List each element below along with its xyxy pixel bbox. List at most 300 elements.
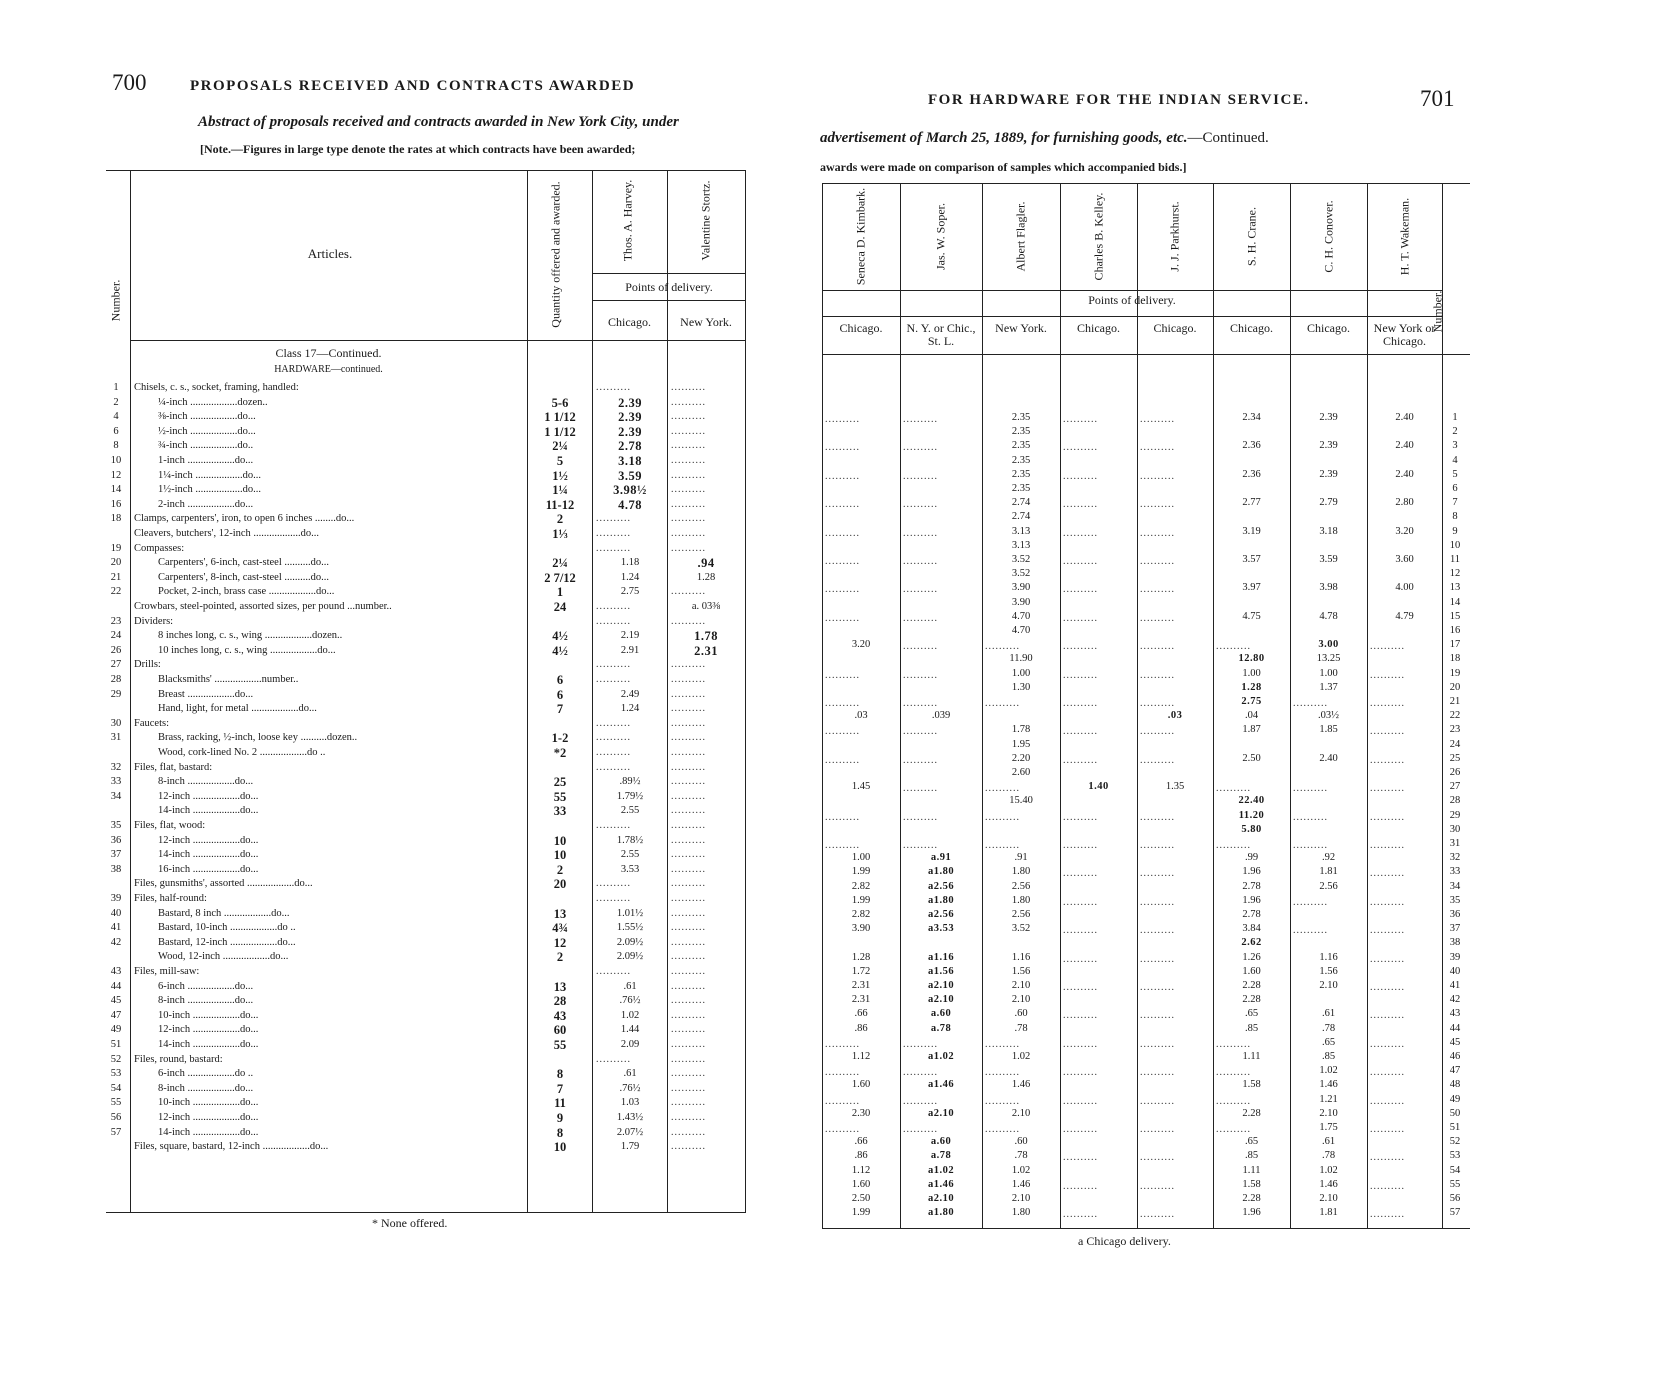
empty-bid: .......... [671, 805, 706, 817]
empty-bid: .......... [596, 1053, 631, 1065]
bid-cell: 3.20 [1395, 525, 1414, 537]
table-bottom-rule [106, 1212, 746, 1213]
subtitle [820, 130, 1269, 147]
empty-bid: .......... [1063, 612, 1098, 624]
article-name: Files, half-round: [134, 893, 207, 904]
row-number: 28 [110, 674, 122, 685]
empty-bid: .......... [671, 396, 706, 408]
empty-bid: .......... [1370, 1152, 1405, 1164]
empty-bid: .......... [903, 414, 938, 425]
row-number: 18 [110, 513, 122, 525]
bid-cell: 2.74 [1011, 511, 1031, 523]
row-number: 55 [110, 1097, 122, 1109]
empty-bid: .......... [1140, 442, 1175, 454]
bid-cell: .60 [1014, 1136, 1028, 1148]
row-number: 27 [110, 659, 122, 671]
empty-bid: .......... [1293, 698, 1328, 709]
bid-cell: 1.78 [1011, 724, 1031, 736]
quantity: 24 [553, 600, 567, 614]
row-number: 29 [110, 688, 122, 700]
bid-cell: 3.18 [1319, 525, 1338, 537]
bid-cell: .78 [1321, 1150, 1336, 1162]
quantity-column-header: Quantity offered and awarded. [548, 181, 563, 328]
bid-cell: 1.00 [1242, 667, 1261, 679]
row-number: 17 [1449, 639, 1461, 651]
bid-cell: 1.11 [1242, 1051, 1261, 1062]
bid-cell: .66 [854, 1136, 868, 1148]
quantity: 7 [556, 1081, 564, 1096]
bid-cell: 2.31 [851, 994, 871, 1006]
row-number: 57 [1449, 1207, 1461, 1219]
empty-bid: .......... [903, 499, 938, 511]
bid-cell: 15.40 [1009, 795, 1033, 807]
article-name: Files, square, bastard, 12-inch ..................do... [134, 1141, 329, 1153]
bid-cell: 2.62 [1241, 937, 1262, 949]
row-number: 46 [1449, 1051, 1461, 1062]
bid-cell: 2.39 [1319, 468, 1338, 480]
article-name: 1¼-inch ..................do... [158, 469, 261, 481]
col-rule [900, 183, 901, 1228]
row-number: 31 [1449, 838, 1461, 849]
bid-cell: 2.28 [1242, 1107, 1261, 1119]
empty-bid: .......... [1370, 1180, 1405, 1192]
empty-bid: .......... [1370, 868, 1405, 880]
empty-bid: .......... [985, 1038, 1020, 1050]
empty-bid: .......... [1216, 1124, 1251, 1135]
empty-bid: .......... [1370, 1010, 1405, 1022]
note: awards were made on comparison of samples which accompanied bids.] [820, 160, 1187, 174]
empty-bid: .......... [825, 840, 860, 851]
empty-bid: .......... [1216, 783, 1251, 795]
bid-cell: a1.56 [927, 965, 955, 977]
bid-cell: a2.10 [927, 980, 955, 991]
article-name: Chisels, c. s., socket, framing, handled: [134, 382, 299, 393]
empty-bid: .......... [1063, 527, 1098, 539]
bid-cell: 2.40 [1395, 440, 1414, 452]
empty-bid: .......... [1063, 726, 1098, 738]
row-number: 34 [1449, 880, 1461, 892]
empty-bid: .......... [825, 556, 860, 567]
empty-bid: .......... [596, 542, 631, 554]
bid-cell: .61 [1321, 1136, 1336, 1148]
bid-cell: 2.35 [1011, 440, 1031, 452]
empty-bid: .......... [825, 527, 860, 539]
bid-cell: a3.53 [927, 923, 955, 935]
bid-cell: 2.35 [1011, 426, 1031, 438]
empty-bid: .......... [596, 601, 631, 612]
row-number: 9 [1452, 525, 1458, 537]
quantity: 5 [556, 454, 564, 468]
empty-bid: .......... [1140, 641, 1175, 653]
bid-cell: 2.35 [1011, 483, 1031, 494]
bid-cell: 2.35 [1011, 468, 1031, 480]
bidder-name: Charles B. Kelley. [1091, 192, 1105, 281]
empty-bid: .......... [1063, 414, 1098, 425]
col-rule [130, 170, 131, 1212]
empty-bid: .......... [671, 542, 706, 554]
empty-bid: .......... [1140, 584, 1175, 596]
row-number: 52 [110, 1053, 122, 1065]
bid-cell: 3.59 [1319, 554, 1338, 565]
empty-bid: .......... [903, 783, 938, 795]
bid-cell: 1.72 [851, 965, 871, 977]
empty-bid: .......... [1140, 868, 1175, 880]
empty-bid: .......... [671, 1097, 706, 1109]
bid-cell: .85 [1244, 1150, 1259, 1162]
row-number: 7 [1452, 497, 1458, 509]
col-rule [745, 170, 746, 1212]
empty-bid: .......... [1063, 811, 1098, 823]
bid-cell: 2.10 [1011, 1193, 1031, 1204]
empty-bid: .......... [1370, 1095, 1405, 1107]
delivery-point: N. Y. or Chic., St. L. [906, 321, 976, 348]
article-name: 12-inch ..................do... [158, 790, 259, 802]
row-number: 1 [1452, 412, 1458, 423]
empty-bid: .......... [596, 513, 631, 525]
bid-cell: 2.36 [1242, 468, 1261, 480]
bid-cell: 2.35 [1011, 412, 1031, 423]
bid-cell: .03 [1167, 710, 1183, 722]
row-number: 4 [1452, 454, 1458, 466]
class-heading: Class 17—Continued. [275, 346, 382, 360]
article-name: Files, flat, wood: [134, 820, 206, 831]
bid-harvey: 1.55½ [616, 922, 644, 934]
article-name: Drills: [134, 659, 161, 671]
quantity: 1 [556, 585, 564, 600]
empty-bid: .......... [1063, 1067, 1098, 1079]
quantity: 13 [553, 906, 567, 921]
quantity: 9 [556, 1111, 564, 1125]
empty-bid: .......... [671, 1126, 706, 1138]
bid-cell: 1.60 [851, 1178, 871, 1190]
quantity: 2 7/12 [544, 570, 576, 585]
quantity: 1¼ [552, 483, 568, 498]
row-number: 19 [1449, 667, 1461, 679]
empty-bid: .......... [825, 414, 860, 425]
empty-bid: .......... [671, 1053, 706, 1065]
empty-bid: .......... [1370, 840, 1405, 851]
bid-cell: 2.35 [1011, 454, 1031, 466]
empty-bid: .......... [1063, 1095, 1098, 1107]
bid-cell: 13.25 [1316, 653, 1341, 665]
empty-bid: .......... [903, 527, 938, 539]
bid-harvey: 2.91 [620, 644, 640, 656]
bid-cell: 4.00 [1395, 582, 1414, 594]
empty-bid: .......... [1370, 896, 1405, 908]
bid-harvey: 2.39 [618, 424, 642, 439]
bidder-name: S. H. Crane. [1244, 207, 1258, 266]
bid-stortz: 2.31 [694, 643, 718, 658]
bid-cell: .78 [1321, 1022, 1336, 1034]
empty-bid: .......... [1140, 414, 1175, 425]
row-number: 10 [110, 455, 122, 466]
empty-bid: .......... [825, 584, 860, 596]
bidder-name: Seneca D. Kimbark. [853, 187, 868, 286]
points-rule [822, 316, 1442, 317]
bid-cell: 2.40 [1395, 468, 1414, 480]
bid-cell: 1.02 [1319, 1164, 1338, 1176]
bid-cell: 2.10 [1319, 980, 1338, 991]
bid-cell: 3.52 [1011, 923, 1031, 935]
bid-cell: 2.75 [1241, 696, 1262, 707]
row-number: 57 [110, 1126, 122, 1138]
header-bottom-rule [130, 340, 746, 341]
row-number: 24 [110, 630, 122, 642]
empty-bid: .......... [596, 615, 631, 627]
empty-bid: .......... [671, 820, 706, 831]
bid-harvey: 1.43½ [616, 1112, 644, 1123]
bid-harvey: 1.18 [620, 557, 640, 569]
empty-bid: .......... [596, 878, 631, 890]
col-rule [982, 183, 983, 1228]
bid-cell: .91 [1014, 852, 1028, 864]
article-name: 8 inches long, c. s., wing ..................dozen.. [158, 630, 343, 642]
empty-bid: .......... [1063, 698, 1098, 709]
article-name: 1-inch ..................do... [158, 455, 254, 466]
bid-cell: 2.36 [1242, 440, 1261, 452]
empty-bid: .......... [671, 761, 706, 773]
empty-bid: .......... [1140, 669, 1175, 681]
quantity: 25 [553, 775, 567, 790]
empty-bid: .......... [1063, 840, 1098, 851]
empty-bid: .......... [985, 1124, 1020, 1135]
bid-harvey: 2.39 [618, 395, 642, 410]
bid-cell: 1.80 [1011, 1207, 1031, 1219]
empty-bid: .......... [903, 470, 938, 482]
article-name: 12-inch ..................do... [158, 834, 259, 846]
quantity: 2¼ [552, 556, 568, 571]
row-number: 1 [113, 382, 119, 393]
col-rule [1213, 183, 1214, 1228]
bid-cell: 2.56 [1319, 880, 1338, 892]
bid-cell: 1.28 [1241, 681, 1262, 693]
bid-cell: 22.40 [1238, 795, 1265, 807]
empty-bid: .......... [1063, 641, 1098, 653]
bidder-stortz: Valentine Stortz. [698, 180, 713, 261]
quantity: 11-12 [545, 497, 575, 512]
bid-harvey: 1.79½ [616, 790, 644, 802]
empty-bid: .......... [825, 612, 860, 624]
quantity: 1⅓ [552, 527, 568, 541]
bid-cell: 3.90 [1011, 582, 1031, 594]
article-name: 14-inch ..................do... [158, 1126, 259, 1138]
bid-cell: 1.56 [1011, 965, 1031, 977]
row-number: 33 [1449, 866, 1461, 878]
bidder-name: J. J. Parkhurst. [1167, 201, 1182, 272]
bid-cell: 3.98 [1319, 582, 1338, 594]
quantity: 4½ [552, 629, 568, 644]
empty-bid: .......... [1370, 641, 1405, 653]
row-number: 41 [1449, 980, 1461, 991]
bid-cell: 3.13 [1011, 525, 1031, 537]
delivery-point: New York or Chicago. [1373, 321, 1436, 348]
bid-harvey: 2.75 [620, 586, 640, 598]
bid-harvey: .61 [623, 980, 637, 992]
bid-cell: 2.31 [851, 980, 871, 991]
row-number: 48 [1449, 1079, 1461, 1091]
row-number: 13 [1449, 582, 1461, 594]
bid-cell: 2.10 [1011, 980, 1031, 991]
empty-bid: .......... [903, 669, 938, 681]
empty-bid: .......... [1370, 1124, 1405, 1135]
row-number: 55 [1449, 1178, 1461, 1190]
bid-cell: 1.99 [851, 1207, 871, 1219]
number-column-header: Number. [108, 279, 123, 322]
row-number: 43 [1449, 1008, 1461, 1020]
quantity: 8 [556, 1067, 564, 1082]
row-number: 11 [1449, 554, 1461, 565]
empty-bid: .......... [1216, 1095, 1251, 1107]
bid-harvey: 1.79 [620, 1141, 640, 1153]
bid-cell: 2.56 [1011, 880, 1031, 892]
bid-cell: a.78 [930, 1150, 952, 1162]
quantity: 10 [553, 848, 567, 863]
row-number: 42 [110, 936, 122, 948]
empty-bid: .......... [671, 849, 706, 861]
article-name: Wood, 12-inch ..................do... [158, 951, 289, 963]
col-rule [1367, 183, 1368, 1228]
empty-bid: .......... [671, 951, 706, 963]
bid-cell: 1.00 [1011, 667, 1031, 679]
row-number: 21 [110, 571, 122, 583]
quantity: 2 [556, 512, 564, 527]
bid-cell: 2.74 [1011, 497, 1031, 509]
bid-cell: 1.02 [1011, 1164, 1031, 1176]
class-subheading: HARDWARE—continued. [274, 364, 383, 375]
empty-bid: .......... [671, 1112, 706, 1123]
row-number: 30 [110, 717, 122, 729]
empty-bid: .......... [671, 1039, 706, 1050]
empty-bid: .......... [1063, 470, 1098, 482]
bid-stortz: 1.78 [694, 629, 718, 644]
row-number: 47 [1449, 1065, 1461, 1077]
empty-bid: .......... [1140, 470, 1175, 482]
empty-bid: .......... [671, 1024, 706, 1036]
empty-bid: .......... [596, 966, 631, 977]
article-name: ¼-inch ..................dozen.. [158, 396, 268, 408]
article-name: Crowbars, steel-pointed, assorted sizes, per pound ...number.. [134, 601, 392, 612]
article-name: 12-inch ..................do... [158, 1112, 259, 1123]
row-number: 15 [1449, 610, 1461, 622]
row-number: 12 [110, 469, 122, 481]
article-name: 2-inch ..................do... [158, 498, 254, 510]
article-name: Pocket, 2-inch, brass case ..................do... [158, 586, 335, 598]
bid-cell: .61 [1321, 1008, 1336, 1020]
empty-bid: .......... [825, 442, 860, 454]
bid-cell: 1.60 [1242, 965, 1261, 977]
bid-harvey: 2.19 [620, 630, 640, 642]
bidder-rule [822, 290, 1442, 291]
empty-bid: .......... [1216, 1067, 1251, 1079]
empty-bid: .......... [903, 1038, 938, 1050]
row-number: 22 [1449, 710, 1461, 722]
bid-cell: 3.57 [1242, 554, 1261, 565]
empty-bid: .......... [825, 1038, 860, 1050]
empty-bid: .......... [1140, 698, 1175, 709]
empty-bid: .......... [596, 893, 631, 904]
empty-bid: .......... [671, 528, 706, 539]
empty-bid: .......... [903, 811, 938, 823]
empty-bid: .......... [1063, 669, 1098, 681]
empty-bid: .......... [671, 411, 706, 423]
article-name: Files, gunsmiths', assorted ..................do... [134, 878, 313, 890]
row-number: 26 [110, 644, 122, 656]
empty-bid: .......... [1370, 754, 1405, 766]
bid-cell: a2.56 [927, 880, 955, 892]
quantity: 11 [554, 1096, 566, 1111]
empty-bid: .......... [1140, 556, 1175, 567]
row-number: 39 [1449, 951, 1461, 963]
row-number: 28 [1449, 795, 1461, 807]
bid-cell: 1.46 [1011, 1079, 1031, 1091]
row-number: 5 [1452, 468, 1458, 480]
row-number: 32 [1449, 852, 1461, 864]
empty-bid: .......... [825, 1124, 860, 1135]
article-name: 16-inch ..................do... [158, 863, 259, 875]
empty-bid: .......... [671, 498, 706, 510]
bid-cell: .86 [854, 1150, 868, 1162]
row-number: 54 [1449, 1164, 1461, 1176]
article-name: Carpenters', 8-inch, cast-steel ..........do... [158, 571, 330, 583]
row-number: 35 [110, 820, 122, 831]
article-name: 6-inch ..................do .. [158, 1068, 254, 1080]
bidder-name: Albert Flagler. [1013, 201, 1028, 272]
bid-cell: 1.16 [1319, 951, 1338, 963]
row-number: 21 [1449, 696, 1461, 707]
quantity: 55 [553, 789, 567, 804]
article-name: 8-inch ..................do... [158, 995, 254, 1007]
empty-bid: .......... [1370, 698, 1405, 709]
row-number: 18 [1449, 653, 1461, 665]
bid-cell: 1.46 [1319, 1178, 1338, 1190]
bid-cell: 2.30 [851, 1107, 871, 1119]
bid-cell: 12.80 [1238, 653, 1265, 665]
bid-cell: 4.78 [1319, 610, 1338, 622]
empty-bid: .......... [671, 995, 706, 1007]
row-number: 23 [110, 615, 122, 627]
empty-bid: .......... [671, 717, 706, 729]
empty-bid: .......... [671, 878, 706, 890]
row-number: 12 [1449, 568, 1461, 580]
empty-bid: .......... [825, 499, 860, 511]
bid-cell: .86 [854, 1022, 868, 1034]
bid-cell: 11.90 [1009, 653, 1033, 665]
bid-cell: a1.02 [927, 1164, 955, 1176]
row-number: 51 [1449, 1122, 1461, 1133]
delivery-point: Chicago. [839, 321, 883, 335]
article-name: Breast ..................do... [158, 688, 254, 700]
empty-bid: .......... [1063, 1038, 1098, 1050]
bid-cell: 1.95 [1011, 738, 1031, 750]
quantity: 1-2 [551, 731, 569, 746]
empty-bid: .......... [1370, 1067, 1405, 1079]
empty-bid: .......... [825, 1067, 860, 1079]
bid-cell: .78 [1014, 1022, 1028, 1034]
bid-cell: 1.75 [1319, 1122, 1338, 1133]
table-top-rule [822, 183, 1470, 184]
bid-cell: 2.50 [1242, 752, 1261, 764]
empty-bid: .......... [1370, 1209, 1405, 1221]
empty-bid: .......... [1063, 442, 1098, 454]
bid-cell: 1.81 [1319, 1207, 1338, 1219]
empty-bid: .......... [671, 382, 706, 393]
empty-bid: .......... [1293, 896, 1328, 908]
row-number: 4 [113, 411, 119, 423]
bid-cell: 1.81 [1319, 866, 1338, 878]
article-name: Brass, racking, ½-inch, loose key ..........dozen.. [158, 732, 358, 744]
row-number: 51 [110, 1039, 122, 1050]
left-page [0, 0, 830, 1380]
